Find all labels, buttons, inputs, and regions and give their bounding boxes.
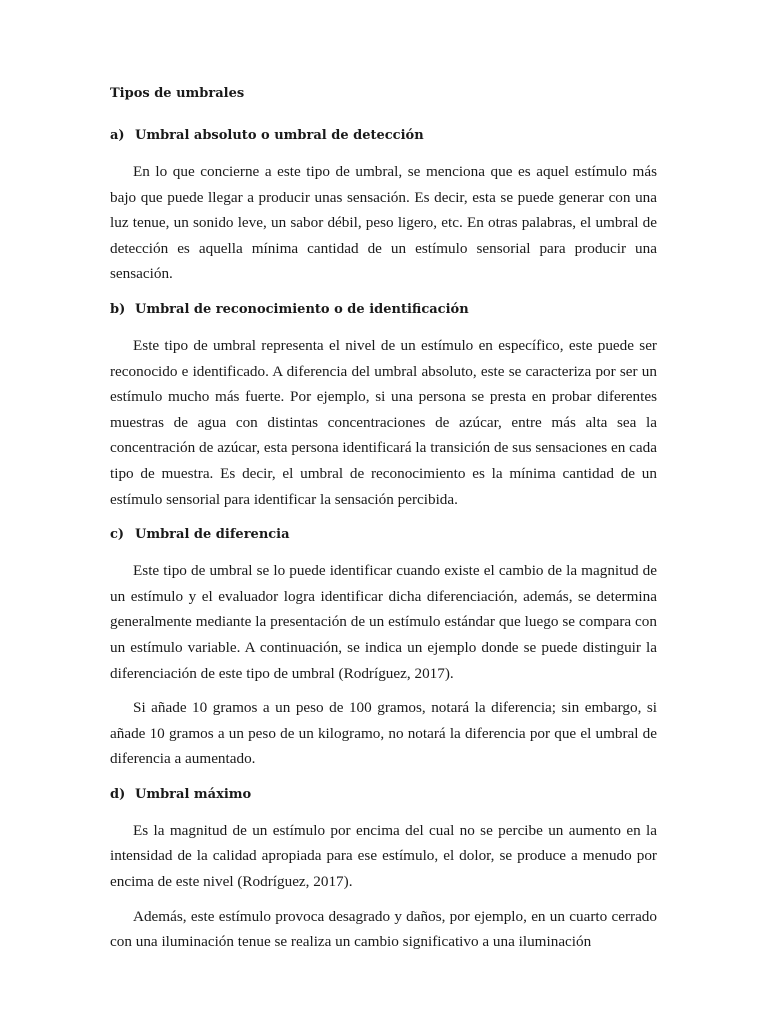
section-heading-b (110, 300, 657, 320)
paragraph: En lo que concierne a este tipo de umbral, se menciona que es aquel estímulo más bajo que puede llegar a producir unas sensación. Es decir, esta se puede generar con una luz tenue, un sonido leve, un sabor débil, peso ligero, etc. En otras palabras, el umbral de detección es aquella mínima cantidad de un estímulo sensorial para producir una sensación. (110, 163, 657, 283)
section-letter: c) (110, 527, 125, 543)
paragraph: Este tipo de umbral se lo puede identificar cuando existe el cambio de la magnitud de un estímulo y el evaluador logra identificar dicha diferenciación, además, se determina generalmente mediante la presentación de un estímulo estándar que luego se compara con un estímulo variable. A continuación, se indica un ejemplo donde se puede distinguir la diferenciación de este tipo de umbral (Rodríguez, 2017). (110, 562, 657, 682)
section-heading-text: Umbral máximo (135, 786, 252, 802)
paragraph: Es la magnitud de un estímulo por encima del cual no se percibe un aumento en la intensidad de la calidad apropiada para ese estímulo, el dolor, se produce a menudo por encima de este nivel (Rodríguez, 2017). (110, 821, 657, 891)
section-heading-text: Umbral de reconocimiento o de identificación (135, 301, 469, 317)
document-title: Tipos de umbrales (110, 86, 245, 101)
section-letter: a) (110, 128, 125, 143)
section-heading-a (110, 126, 657, 146)
section-letter: b) (110, 301, 126, 317)
paragraph: Este tipo de umbral representa el nivel de un estímulo en específico, este puede ser reconocido e identificado. A diferencia del umbral absoluto, este se caracteriza por ser un estímulo mucho más fuerte. Por ejemplo, si una persona se presta en probar diferentes muestras de agua con distintas concentraciones de azúcar, entre más alta sea la concentración de azúcar, esta persona identificará la transición de sus sensaciones en cada tipo de muestra. Es decir, el umbral de reconocimiento es la mínima cantidad de un estímulo sensorial para identificar la sensación percibida. (110, 336, 657, 508)
section-letter: d) (110, 786, 126, 802)
section-heading-c (110, 525, 657, 545)
section-heading-d (110, 785, 657, 805)
paragraph: Además, este estímulo provoca desagrado y daños, por ejemplo, en un cuarto cerrado con una iluminación tenue se realiza un cambio significativo a una iluminación (110, 907, 657, 951)
paragraph: Si añade 10 gramos a un peso de 100 gramos, notará la diferencia; sin embargo, si añade 10 gramos a un peso de un kilogramo, no notará la diferencia por que el umbral de diferencia a aumentado. (110, 699, 657, 768)
document-page (110, 84, 657, 964)
section-heading-text: Umbral de diferencia (135, 527, 290, 543)
section-heading-text: Umbral absoluto o umbral de detección (135, 128, 424, 143)
